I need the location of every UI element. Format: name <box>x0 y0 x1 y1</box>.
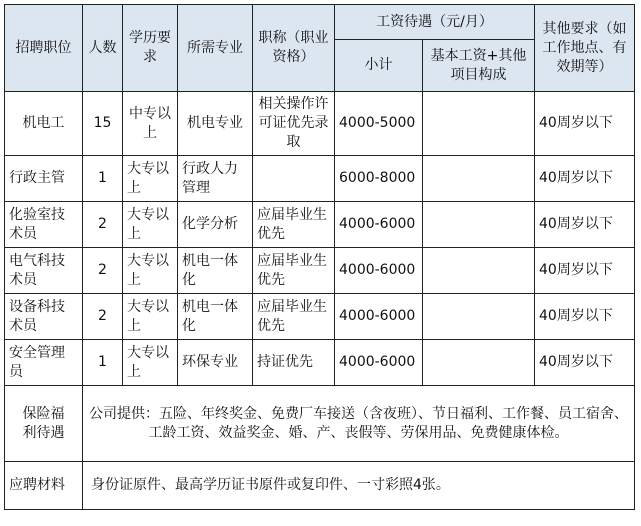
cell-subtotal: 4000-5000 <box>335 92 423 156</box>
table-row <box>5 92 635 156</box>
cell-major: 机电专业 <box>178 92 253 156</box>
header-position: 招聘职位 <box>5 5 83 92</box>
cell-subtotal: 4000-6000 <box>335 294 423 340</box>
table-row <box>5 294 635 340</box>
cell-count: 15 <box>83 92 123 156</box>
cell-title: 相关操作许可证优先录取 <box>253 92 335 156</box>
cell-other: 40周岁以下 <box>535 294 635 340</box>
cell-count: 2 <box>83 202 123 248</box>
cell-education: 大专以上 <box>123 248 178 294</box>
cell-major: 行政人力管理 <box>178 156 253 202</box>
header-major: 所需专业 <box>178 5 253 92</box>
cell-other: 40周岁以下 <box>535 92 635 156</box>
cell-base <box>423 294 535 340</box>
cell-base <box>423 156 535 202</box>
cell-position: 机电工 <box>5 92 83 156</box>
materials-label: 应聘材料 <box>5 462 83 510</box>
cell-title <box>253 156 335 202</box>
table-row <box>5 340 635 386</box>
cell-count: 1 <box>83 340 123 386</box>
benefits-text: 公司提供：五险、年终奖金、免费厂车接送（含夜班）、节日福利、工作餐、员工宿舍、工龄工资、效益奖金、婚、产、丧假等、劳保用品、免费健康体检。 <box>83 386 635 462</box>
header-base: 基本工资+其他项目构成 <box>423 40 535 92</box>
header-salary: 工资待遇（元/月） <box>335 5 535 40</box>
cell-other: 40周岁以下 <box>535 248 635 294</box>
cell-position: 安全管理员 <box>5 340 83 386</box>
cell-title: 应届毕业生优先 <box>253 248 335 294</box>
header-other: 其他要求（如工作地点、有效期等） <box>535 5 635 92</box>
cell-title: 持证优先 <box>253 340 335 386</box>
cell-major: 环保专业 <box>178 340 253 386</box>
header-count: 人数 <box>83 5 123 92</box>
table-row <box>5 202 635 248</box>
benefits-row <box>5 386 635 462</box>
header-subtotal: 小计 <box>335 40 423 92</box>
cell-position: 设备科技术员 <box>5 294 83 340</box>
cell-base <box>423 248 535 294</box>
table-row <box>5 248 635 294</box>
cell-base <box>423 340 535 386</box>
header-education: 学历要求 <box>123 5 178 92</box>
cell-title: 应届毕业生优先 <box>253 294 335 340</box>
cell-title: 应届毕业生优先 <box>253 202 335 248</box>
cell-other: 40周岁以下 <box>535 202 635 248</box>
benefits-label: 保险福利待遇 <box>5 386 83 462</box>
recruitment-table <box>4 4 635 510</box>
cell-major: 机电一体化 <box>178 294 253 340</box>
cell-major: 机电一体化 <box>178 248 253 294</box>
cell-base <box>423 202 535 248</box>
cell-count: 2 <box>83 248 123 294</box>
cell-base <box>423 92 535 156</box>
cell-education: 中专以上 <box>123 92 178 156</box>
materials-row <box>5 462 635 510</box>
cell-position: 行政主管 <box>5 156 83 202</box>
cell-education: 大专以上 <box>123 340 178 386</box>
cell-count: 1 <box>83 156 123 202</box>
cell-subtotal: 4000-6000 <box>335 202 423 248</box>
cell-position: 化验室技术员 <box>5 202 83 248</box>
materials-text: 身份证原件、最高学历证书原件或复印件、一寸彩照4张。 <box>83 462 635 510</box>
cell-other: 40周岁以下 <box>535 156 635 202</box>
cell-other: 40周岁以下 <box>535 340 635 386</box>
cell-subtotal: 4000-6000 <box>335 340 423 386</box>
cell-major: 化学分析 <box>178 202 253 248</box>
cell-subtotal: 6000-8000 <box>335 156 423 202</box>
table-row <box>5 156 635 202</box>
cell-subtotal: 4000-6000 <box>335 248 423 294</box>
cell-education: 大专以上 <box>123 294 178 340</box>
cell-count: 2 <box>83 294 123 340</box>
header-title: 职称（职业资格） <box>253 5 335 92</box>
cell-position: 电气科技术员 <box>5 248 83 294</box>
cell-education: 大专以上 <box>123 202 178 248</box>
cell-education: 大专以上 <box>123 156 178 202</box>
